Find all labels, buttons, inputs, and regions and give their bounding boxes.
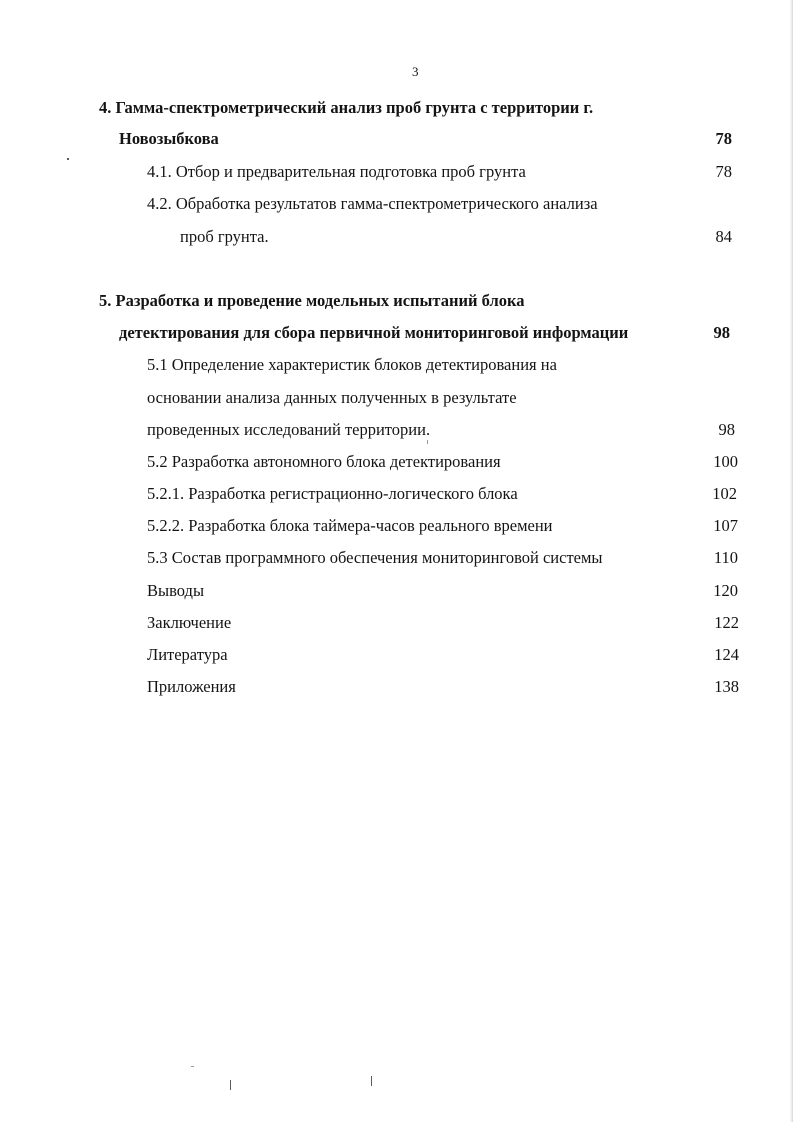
toc-entry-5-1-title-line-1: 5.1 Определение характеристик блоков детектирования на xyxy=(147,355,557,374)
toc-entry-5-2-2-page: 107 xyxy=(713,516,738,535)
scan-speck xyxy=(371,1076,372,1086)
chapter-5-page: 98 xyxy=(713,323,730,342)
scan-speck xyxy=(67,158,69,160)
chapter-5-title-line-1: 5. Разработка и проведение модельных испытаний блока xyxy=(99,291,525,310)
toc-entry-summary-title: Заключение xyxy=(147,613,232,632)
toc-entry-summary-page: 122 xyxy=(714,613,739,632)
toc-entry-5-2-2-title: 5.2.2. Разработка блока таймера-часов реального времени xyxy=(147,516,553,535)
toc-entry-5-1-title-line-2: основании анализа данных полученных в результате xyxy=(147,388,517,407)
toc-entry-4-1-page: 78 xyxy=(715,162,732,181)
toc-entry-5-1-title-line-3: проведенных исследований территории. xyxy=(147,420,431,439)
toc-entry-5-2-1-title: 5.2.1. Разработка регистрационно-логического блока xyxy=(147,484,518,503)
toc-entry-5-1-page: 98 xyxy=(718,420,735,439)
toc-entry-references-page: 124 xyxy=(714,645,739,664)
toc-entry-5-2-page: 100 xyxy=(713,452,738,471)
scan-speck xyxy=(427,440,428,444)
toc-entry-4-1-title: 4.1. Отбор и предварительная подготовка проб грунта xyxy=(147,162,526,181)
scan-speck xyxy=(230,1080,231,1090)
page-number: 3 xyxy=(412,64,419,79)
toc-entry-5-3-page: 110 xyxy=(713,548,738,567)
toc-entry-4-2-title-line-2: проб грунта. xyxy=(180,227,269,246)
toc-entry-references-title: Литература xyxy=(147,645,228,664)
toc-entry-5-3-title: 5.3 Состав программного обеспечения мониторинговой системы xyxy=(147,548,603,567)
toc-entry-5-2-1-page: 102 xyxy=(712,484,737,503)
toc-entry-conclusions-page: 120 xyxy=(713,581,738,600)
chapter-5-title-line-2: детектирования для сбора первичной мониторинговой информации xyxy=(119,323,629,342)
toc-entry-conclusions-title: Выводы xyxy=(147,581,205,600)
chapter-4-title-line-2: Новозыбкова xyxy=(119,129,219,148)
scan-speck xyxy=(191,1066,194,1067)
toc-entry-5-2-title: 5.2 Разработка автономного блока детектирования xyxy=(147,452,501,471)
toc-entry-4-2-title-line-1: 4.2. Обработка результатов гамма-спектрометрического анализа xyxy=(147,194,598,213)
toc-entry-appendices-page: 138 xyxy=(714,677,739,696)
toc-entry-appendices-title: Приложения xyxy=(147,677,236,696)
chapter-4-page: 78 xyxy=(715,129,732,148)
toc-entry-4-2-page: 84 xyxy=(715,227,732,246)
chapter-4-title-line-1: 4. Гамма-спектрометрический анализ проб грунта с территории г. xyxy=(99,98,594,117)
